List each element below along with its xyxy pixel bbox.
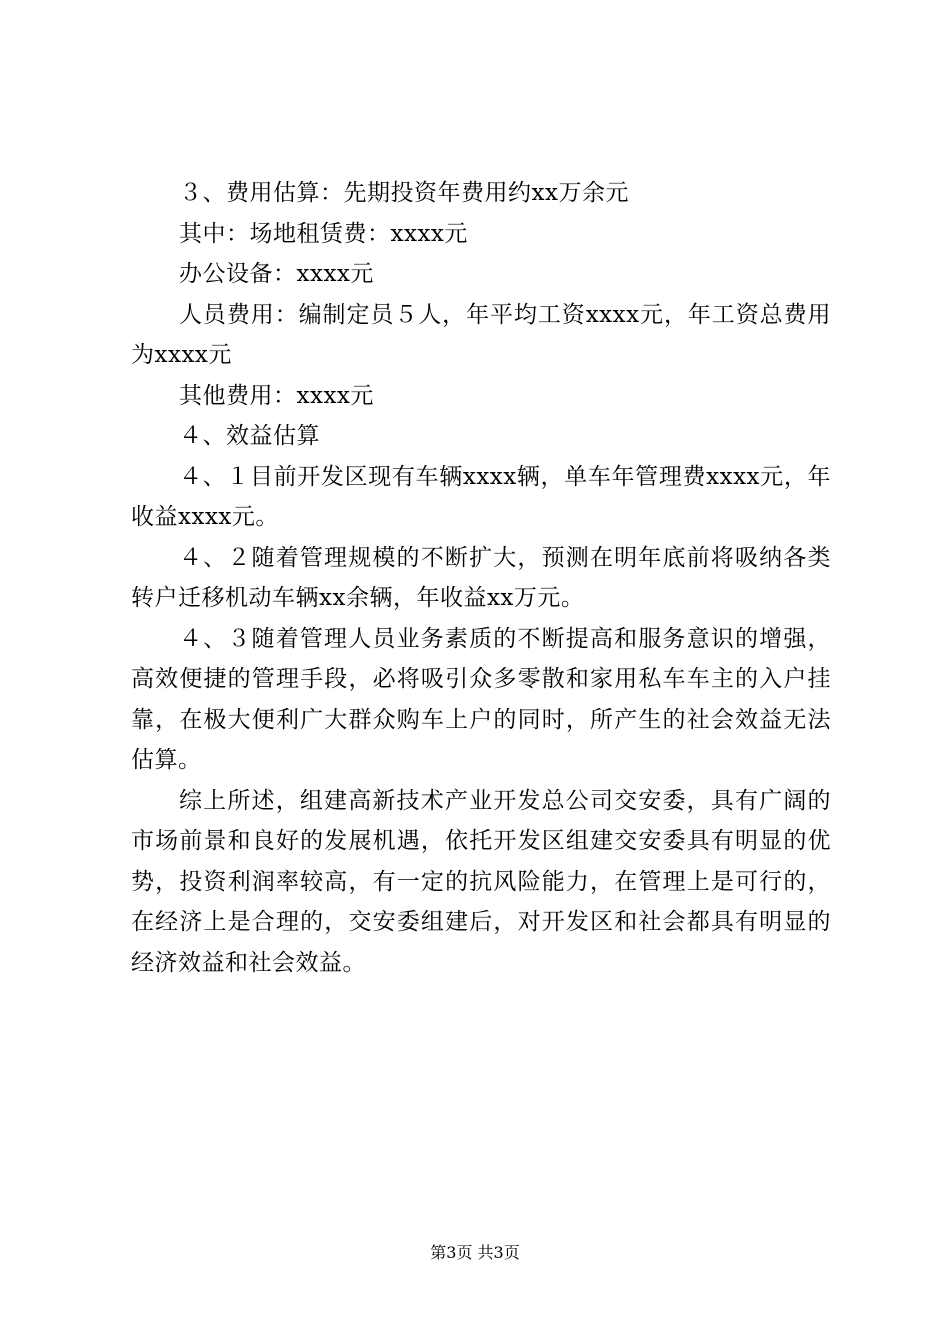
document-body (131, 173, 831, 983)
paragraph-benefit-heading: ４、效益估算 (179, 423, 320, 449)
paragraph-office-equipment: 办公设备：xxxx元 (179, 261, 374, 287)
paragraph-benefit-4-1: ４、１目前开发区现有车辆xxxx辆，单车年管理费xxxx元，年收益xxxx元。 (131, 463, 831, 530)
paragraph-staff-cost: 人员费用：编制定员５人，年平均工资xxxx元，年工资总费用为xxxx元 (131, 301, 831, 368)
page-number-label: 第3页 共3页 (430, 1243, 520, 1262)
paragraph-conclusion: 综上所述，组建高新技术产业开发总公司交安委，具有广阔的市场前景和良好的发展机遇，依托开发区组建交安委具有明显的优势，投资利润率较高，有一定的抗风险能力，在管理上是可行的，在经济上是合理的，交安委组建后，对开发区和社会都具有明显的经济效益和社会效益。 (131, 787, 831, 976)
page-footer (0, 1242, 950, 1264)
paragraph-site-rent: 其中：场地租赁费：xxxx元 (179, 220, 468, 247)
paragraph-cost-estimate: ３、费用估算：先期投资年费用约xx万余元 (179, 180, 629, 206)
paragraph-benefit-4-3: ４、３随着管理人员业务素质的不断提高和服务意识的增强，高效便捷的管理手段，必将吸引众多零散和家用私车车主的入户挂靠，在极大便利广大群众购车上户的同时，所产生的社会效益无法估算。 (131, 625, 831, 773)
paragraph-other-cost: 其他费用：xxxx元 (179, 382, 374, 409)
paragraph-benefit-4-2: ４、２随着管理规模的不断扩大，预测在明年底前将吸纳各类转户迁移机动车辆xx余辆，年收益xx万元。 (131, 544, 831, 611)
